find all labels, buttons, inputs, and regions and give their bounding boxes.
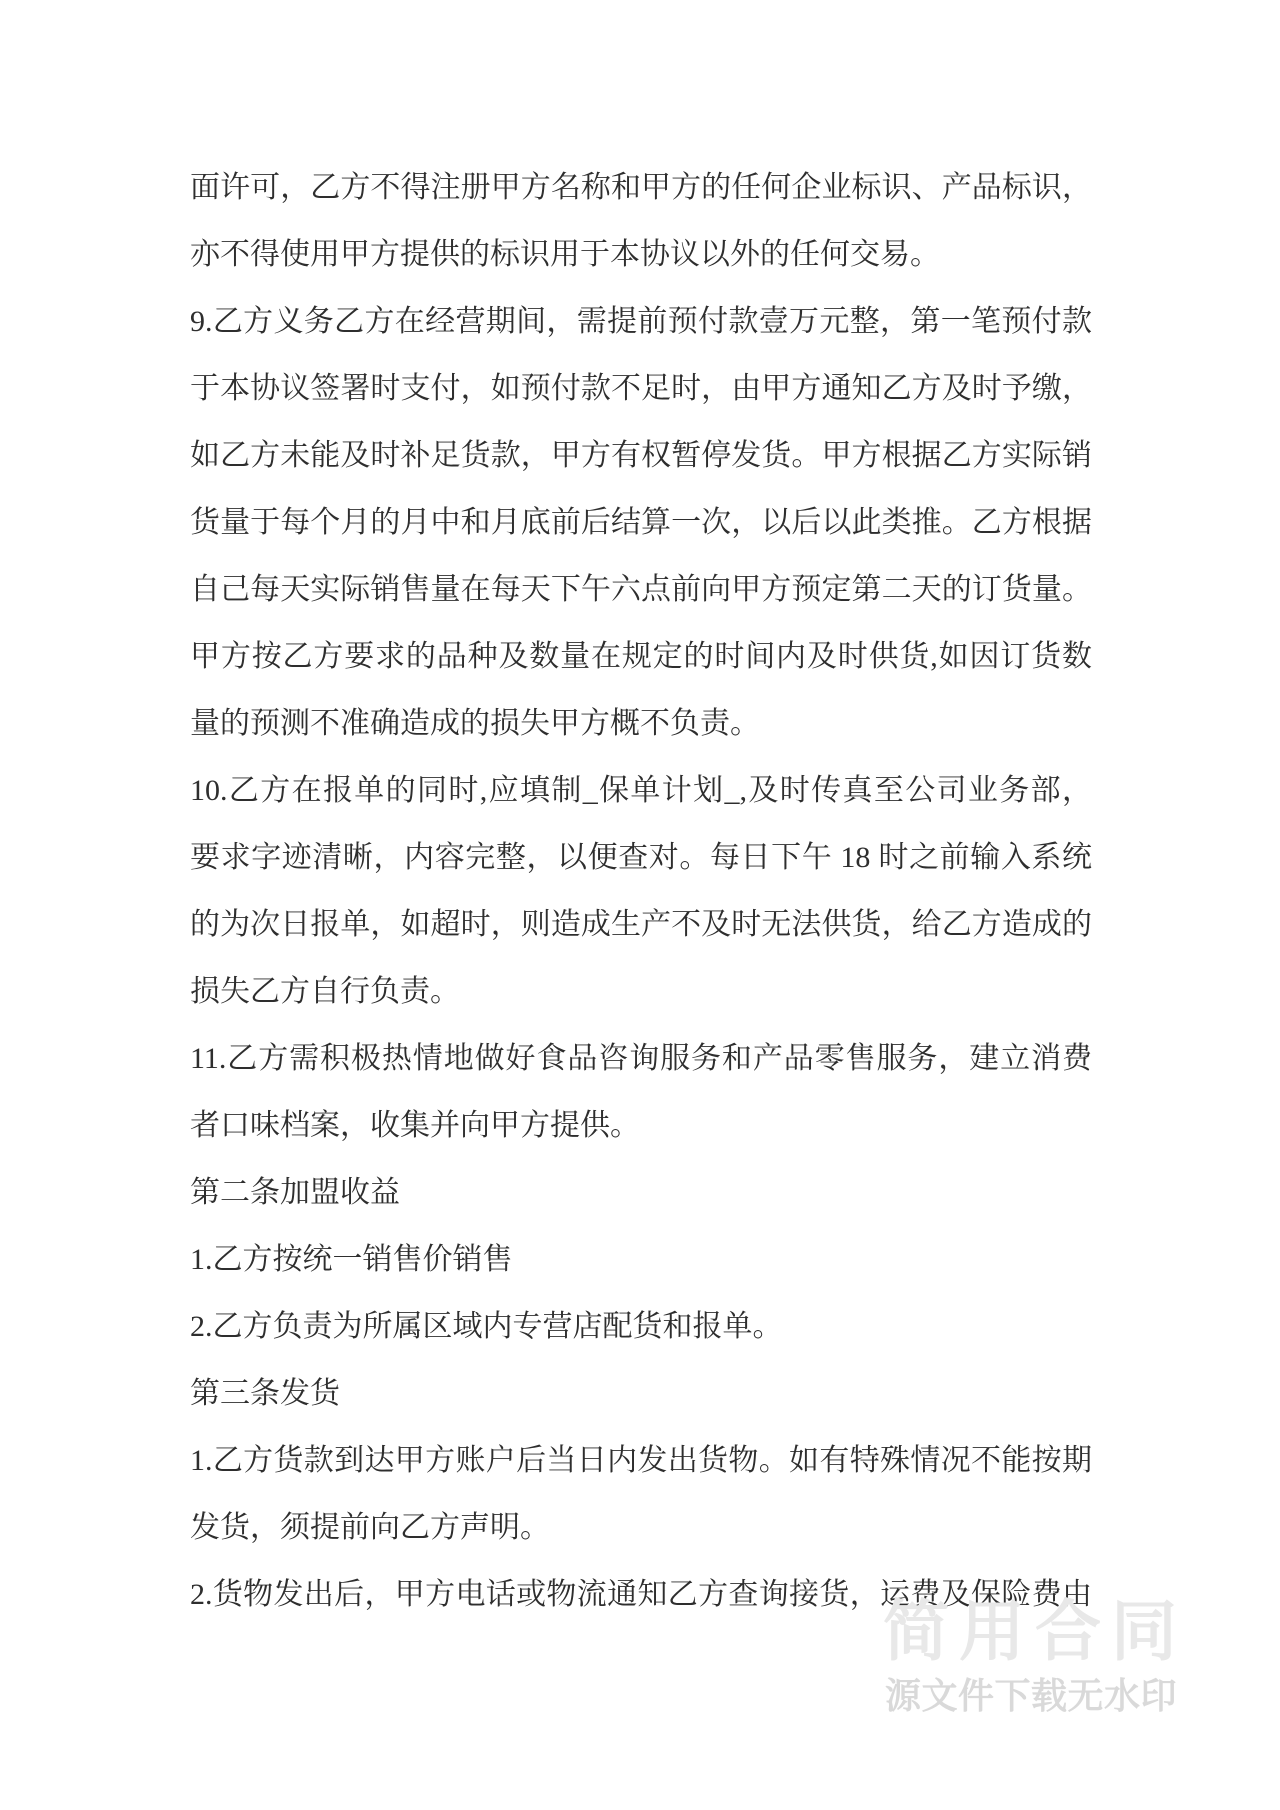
text-line: 11.乙方需积极热情地做好食品咨询服务和产品零售服务，建立消费 xyxy=(190,1042,1092,1075)
text-line: 损失乙方自行负责。 xyxy=(190,975,460,1008)
text-line: 1.乙方按统一销售价销售 xyxy=(190,1243,513,1276)
text-line: 如乙方未能及时补足货款，甲方有权暂停发货。甲方根据乙方实际销 xyxy=(190,439,1092,472)
text-line: 亦不得使用甲方提供的标识用于本协议以外的任何交易。 xyxy=(190,238,940,271)
text-line: 量的预测不准确造成的损失甲方概不负责。 xyxy=(190,707,760,740)
text-line: 10.乙方在报单的同时,应填制_保单计划_,及时传真至公司业务部， xyxy=(190,774,1092,807)
text-line: 者口味档案，收集并向甲方提供。 xyxy=(190,1109,640,1142)
contract-text xyxy=(190,154,1092,1628)
text-line: 第三条发货 xyxy=(190,1377,340,1410)
text-line: 甲方按乙方要求的品种及数量在规定的时间内及时供货,如因订货数 xyxy=(190,640,1092,673)
text-line: 第二条加盟收益 xyxy=(190,1176,400,1209)
text-line: 的为次日报单，如超时，则造成生产不及时无法供货，给乙方造成的 xyxy=(190,908,1092,941)
text-line: 发货，须提前向乙方声明。 xyxy=(190,1511,550,1544)
text-line: 1.乙方货款到达甲方账户后当日内发出货物。如有特殊情况不能按期 xyxy=(190,1444,1092,1477)
text-line: 要求字迹清晰，内容完整，以便查对。每日下午 18 时之前输入系统 xyxy=(190,841,1092,874)
text-line: 面许可，乙方不得注册甲方名称和甲方的任何企业标识、产品标识， xyxy=(190,171,1092,204)
watermark-subtitle: 源文件下载无水印 xyxy=(884,1675,1177,1716)
text-line: 于本协议签署时支付，如预付款不足时，由甲方通知乙方及时予缴， xyxy=(190,372,1092,405)
text-line: 2.乙方负责为所属区域内专营店配货和报单。 xyxy=(190,1310,783,1343)
text-line: 自己每天实际销售量在每天下午六点前向甲方预定第二天的订货量。 xyxy=(190,573,1092,606)
text-line: 2.货物发出后，甲方电话或物流通知乙方查询接货，运费及保险费由 xyxy=(190,1578,1092,1611)
text-line: 9.乙方义务乙方在经营期间，需提前预付款壹万元整，第一笔预付款 xyxy=(190,305,1092,338)
watermark-title: 简用合同 xyxy=(883,1594,1187,1668)
watermark xyxy=(883,1594,1187,1716)
text-line: 货量于每个月的月中和月底前后结算一次，以后以此类推。乙方根据 xyxy=(190,506,1092,539)
